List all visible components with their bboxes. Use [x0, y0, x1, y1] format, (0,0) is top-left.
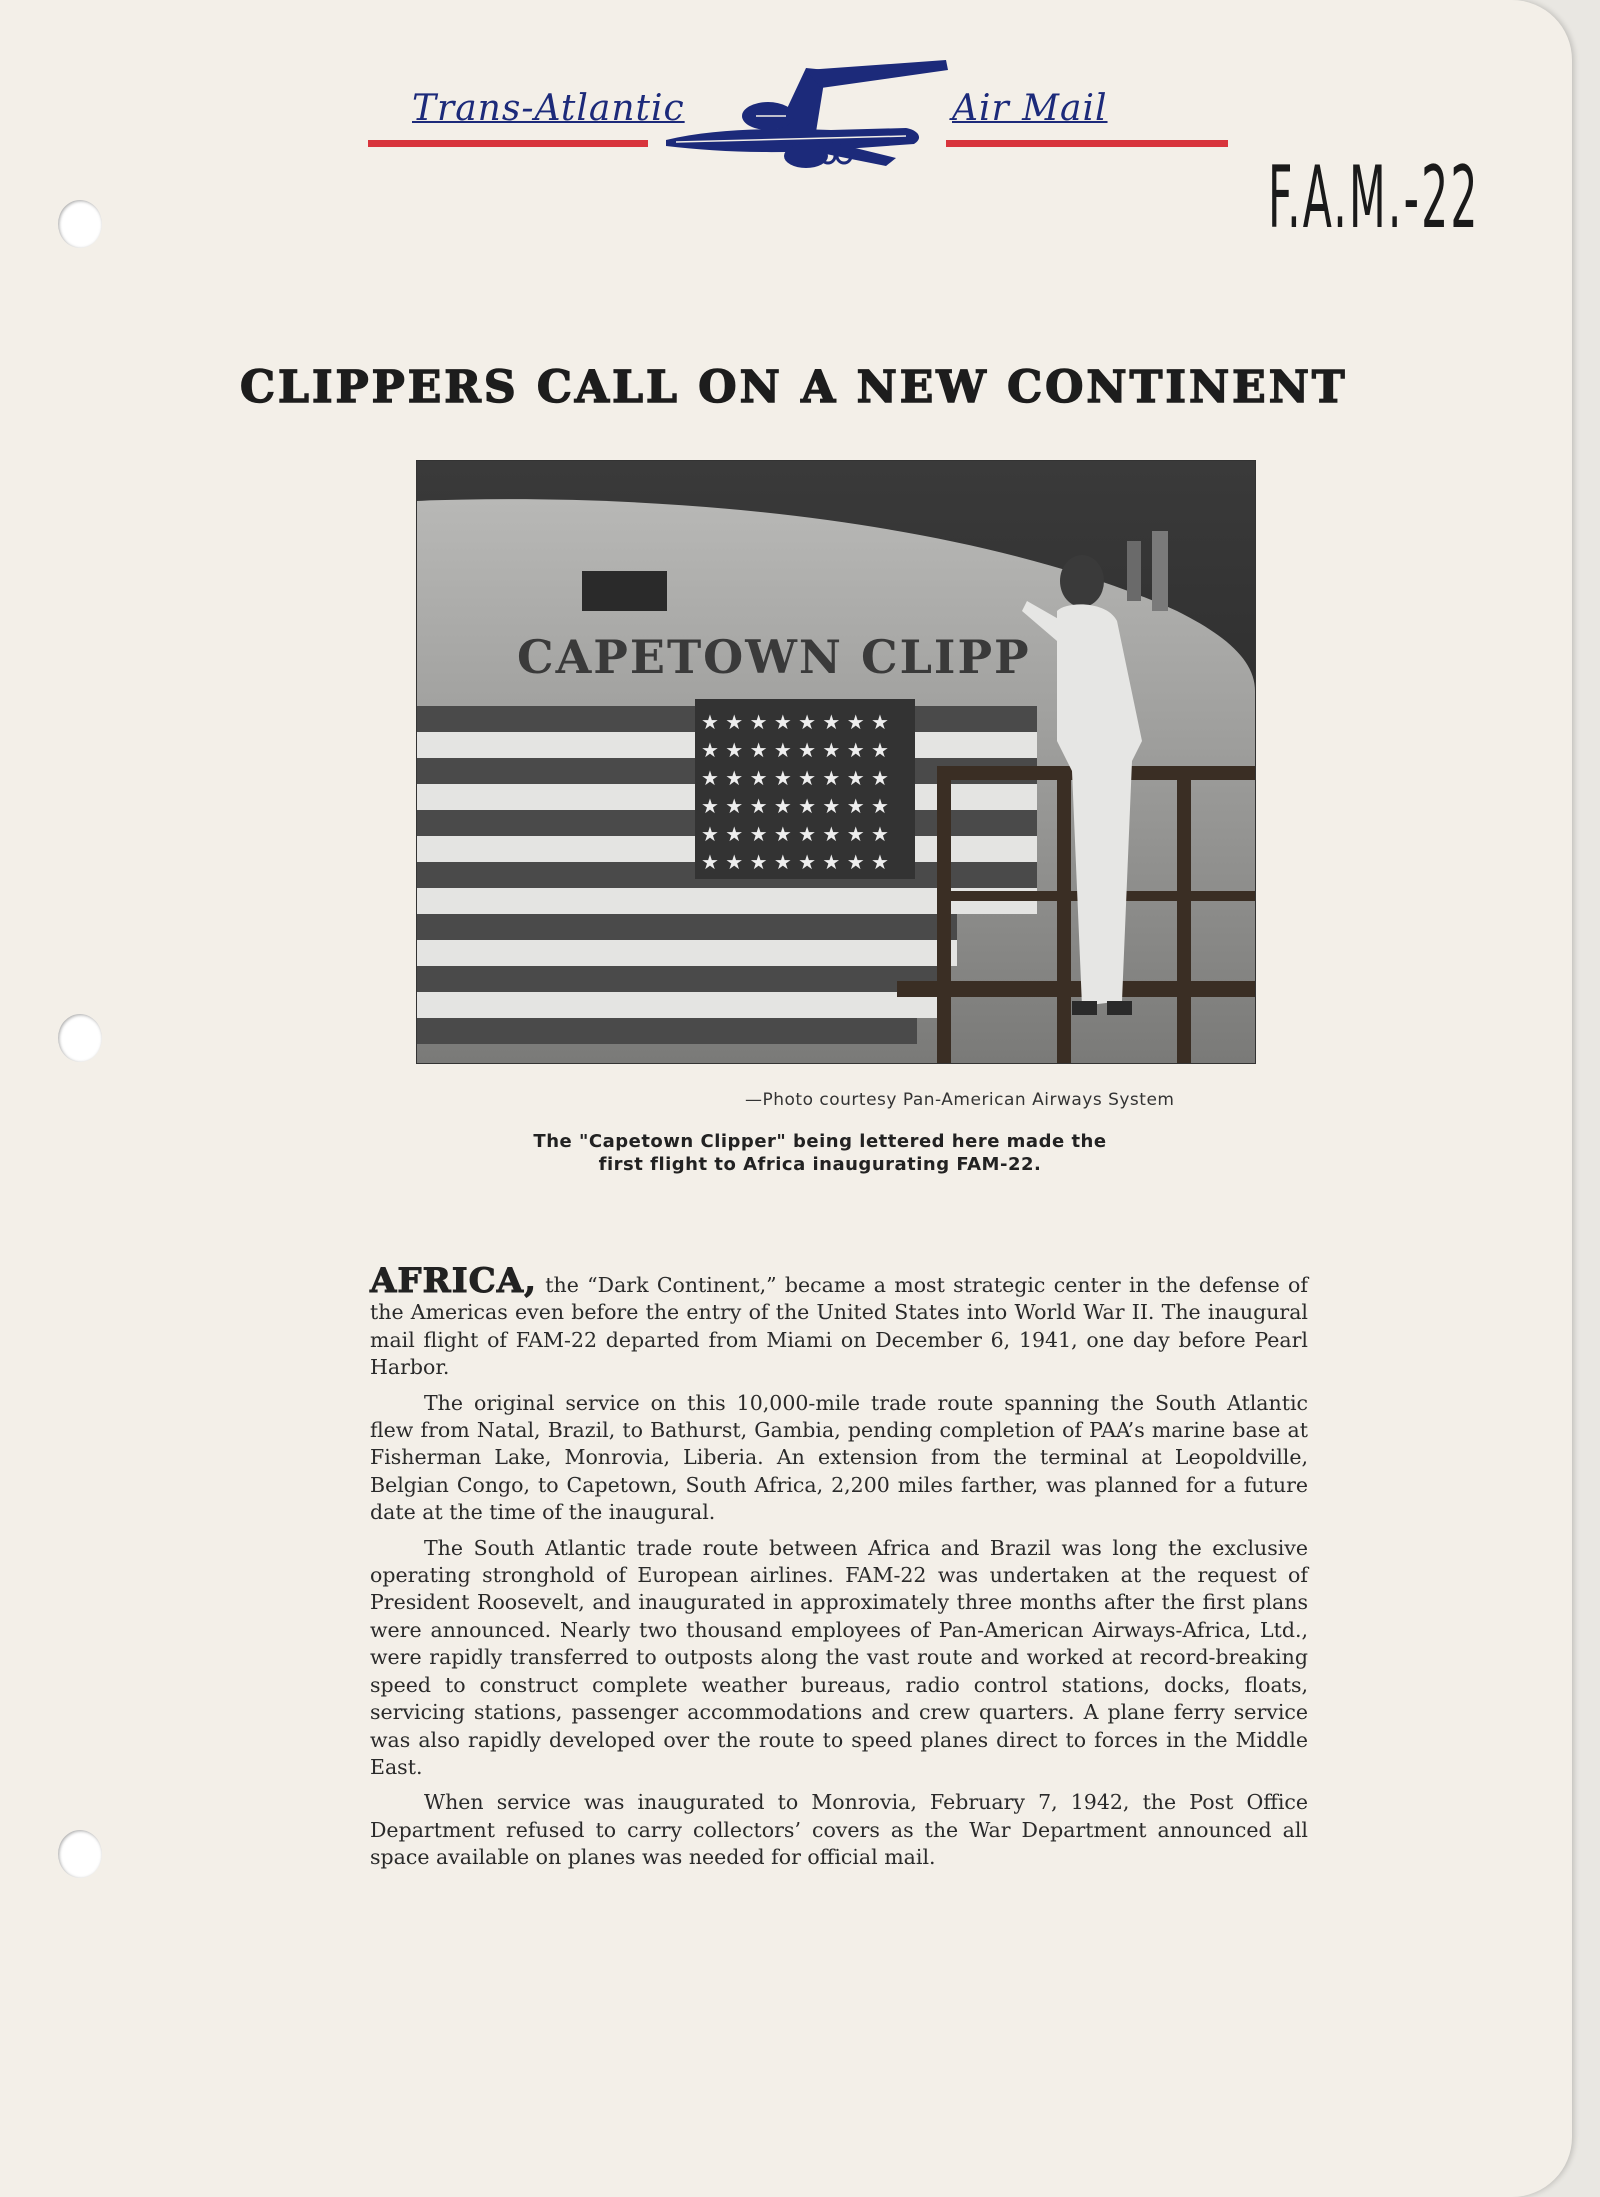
photo-credit: —Photo courtesy Pan-American Airways System	[745, 1090, 1175, 1110]
binder-hole-bottom	[58, 1830, 102, 1878]
binder-hole-top	[58, 200, 102, 248]
page-title: CLIPPERS CALL ON A NEW CONTINENT	[240, 362, 1348, 413]
article-paragraph-2: The original service on this 10,000-mile trade route spanning the South Atlantic flew from Natal, Brazil, to Bathurst, Gambia, pending completion of PAA’s marine base at Fisherman Lake, Monrovia, Liberia. An extension from the terminal at Leopoldville, Belgian Congo, to Capetown, South Africa, 2,200 miles farther, was planned for a future date at the time of the inaugural.	[370, 1390, 1308, 1525]
svg-text:★ ★ ★ ★ ★ ★ ★ ★: ★ ★ ★ ★ ★ ★ ★ ★	[701, 766, 889, 790]
header-left-text: Trans-Atlantic	[412, 88, 685, 129]
clipper-plane-icon	[656, 58, 956, 178]
binder-hole-middle	[58, 1014, 102, 1062]
photo-lettering: CAPETOWN CLIPP	[517, 630, 1031, 684]
article-lead-word: AFRICA,	[370, 1261, 537, 1301]
photo-caption	[480, 1130, 1160, 1176]
article-paragraph-1-text: the “Dark Continent,” became a most strategic center in the defense of the Americas even before the entry of the United States into World War II. The inaugural mail flight of FAM-22 departed from Miami on December 6, 1941, one day before Pearl Harbor.	[370, 1273, 1308, 1380]
article-paragraph-1	[370, 1261, 1308, 1382]
svg-text:★ ★ ★ ★ ★ ★ ★ ★: ★ ★ ★ ★ ★ ★ ★ ★	[701, 710, 889, 734]
svg-text:★ ★ ★ ★ ★ ★ ★ ★: ★ ★ ★ ★ ★ ★ ★ ★	[701, 850, 889, 874]
header-rule-right	[946, 140, 1228, 147]
svg-text:★ ★ ★ ★ ★ ★ ★ ★: ★ ★ ★ ★ ★ ★ ★ ★	[701, 822, 889, 846]
caption-line-2: first flight to Africa inaugurating FAM-22.	[598, 1154, 1042, 1175]
caption-line-1: The "Capetown Clipper" being lettered here made the	[533, 1131, 1107, 1152]
header-right-text: Air Mail	[952, 88, 1108, 129]
fam-code: F.A.M.-22	[1268, 148, 1480, 248]
svg-text:★ ★ ★ ★ ★ ★ ★ ★: ★ ★ ★ ★ ★ ★ ★ ★	[701, 738, 889, 762]
capetown-clipper-photo	[416, 460, 1256, 1064]
svg-text:★ ★ ★ ★ ★ ★ ★ ★: ★ ★ ★ ★ ★ ★ ★ ★	[701, 794, 889, 818]
article-paragraph-3: The South Atlantic trade route between Africa and Brazil was long the exclusive operating stronghold of European airlines. FAM-22 was undertaken at the request of President Roosevelt, and inaugurated in approximately three months after the first plans were announced. Nearly two thousand employees of Pan-American Airways-Africa, Ltd., were rapidly transferred to outposts along the vast route and worked at record-breaking speed to construct complete weather bureaus, radio control stations, docks, floats, servicing stations, passenger accommodations and crew quarters. A plane ferry service was also rapidly developed over the route to speed planes direct to forces in the Middle East.	[370, 1535, 1308, 1779]
article-paragraph-4: When service was inaugurated to Monrovia, February 7, 1942, the Post Office Department refused to carry collectors’ covers as the War Department announced all space available on planes was needed for official mail.	[370, 1790, 1308, 1870]
article-body	[370, 1261, 1308, 1880]
photo-illustration	[417, 461, 1255, 1063]
header-banner	[368, 58, 1228, 168]
header-rule-left	[368, 140, 648, 147]
